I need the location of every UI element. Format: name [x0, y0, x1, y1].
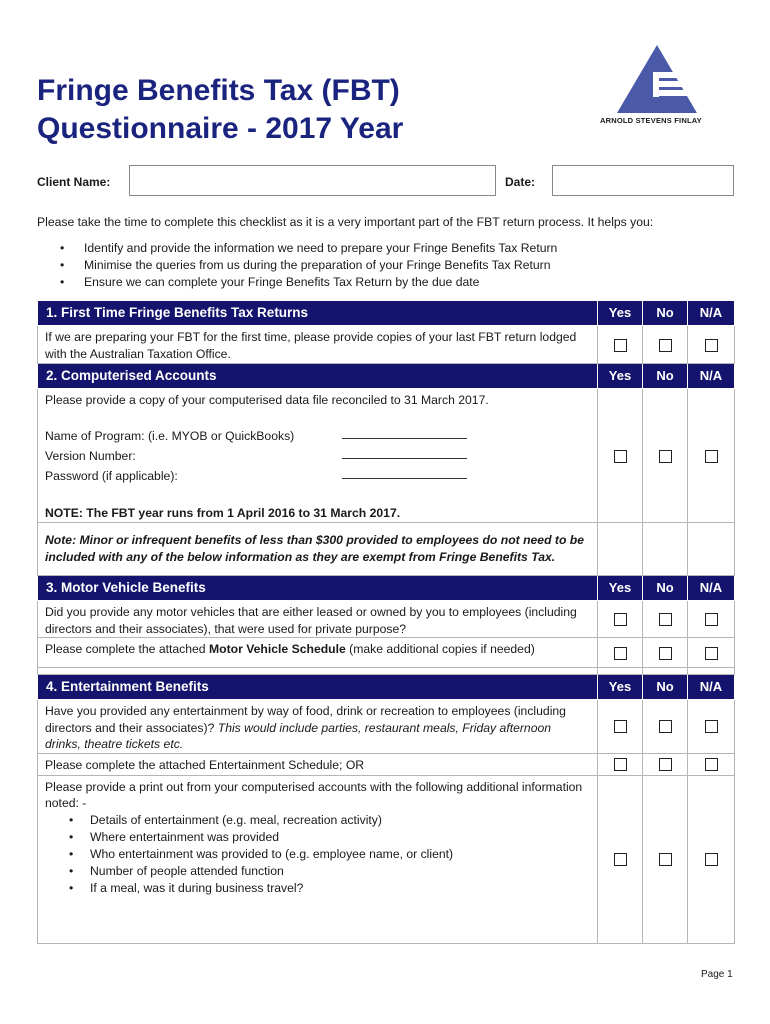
yes-checkbox[interactable]	[614, 450, 627, 463]
program-name-label: Name of Program: (i.e. MYOB or QuickBooks)	[45, 428, 295, 443]
section-title: 1. First Time Fringe Benefits Tax Returns	[38, 301, 598, 326]
client-name-label: Client Name:	[37, 175, 111, 189]
no-checkbox[interactable]	[659, 853, 672, 866]
fbt-year-note: NOTE: The FBT year runs from 1 April 2016 to 31 March 2017.	[45, 505, 401, 520]
intro-bullet: • Minimise the queries from us during the preparation of your Fringe Benefits Tax Return	[60, 257, 557, 274]
question-text: Please complete the attached	[45, 642, 209, 656]
question-row	[38, 700, 735, 754]
question-text: Please provide a copy of your computerised data file reconciled to 31 March 2017.	[45, 393, 489, 407]
version-number-label: Version Number:	[45, 448, 136, 463]
yes-checkbox[interactable]	[614, 758, 627, 771]
date-field[interactable]	[552, 165, 734, 196]
yes-column-header: Yes	[598, 675, 643, 700]
no-checkbox[interactable]	[659, 758, 672, 771]
section-header	[38, 576, 735, 601]
questionnaire-table	[37, 300, 735, 944]
section-header	[38, 301, 735, 326]
yes-column-header: Yes	[598, 301, 643, 326]
section-header	[38, 675, 735, 700]
yes-checkbox[interactable]	[614, 720, 627, 733]
question-row	[38, 638, 735, 668]
na-checkbox[interactable]	[705, 853, 718, 866]
yes-column-header: Yes	[598, 576, 643, 601]
na-checkbox[interactable]	[705, 758, 718, 771]
intro-bullets	[60, 240, 557, 291]
list-item: • Where entertainment was provided	[69, 829, 590, 846]
na-column-header: N/A	[688, 364, 735, 389]
question-text: Please complete the attached Entertainment Schedule; OR	[38, 753, 598, 775]
list-item: • If a meal, was it during business travel?	[69, 880, 590, 897]
no-column-header: No	[643, 364, 688, 389]
question-row	[38, 601, 735, 638]
no-checkbox[interactable]	[659, 450, 672, 463]
list-item: • Details of entertainment (e.g. meal, recreation activity)	[69, 812, 590, 829]
question-text: Please provide a print out from your computerised accounts with the following additional information noted: -	[45, 779, 583, 810]
program-name-line[interactable]	[342, 438, 467, 439]
minor-benefits-note: Note: Minor or infrequent benefits of less than $300 provided to employees do not need to be included with any of the below information as they are exempt from Fringe Benefits Tax.	[38, 523, 598, 576]
intro-text: Please take the time to complete this checklist as it is a very important part of the FBT return process. It helps you:	[37, 215, 654, 229]
question-text: Did you provide any motor vehicles that are either leased or owned by you to employees (including directors and their associates), that were used for private purpose?	[38, 601, 598, 638]
question-row	[38, 326, 735, 364]
na-checkbox[interactable]	[705, 613, 718, 626]
question-text-suffix: (make additional copies if needed)	[345, 642, 535, 656]
no-column-header: No	[643, 301, 688, 326]
yes-checkbox[interactable]	[614, 613, 627, 626]
question-row	[38, 753, 735, 775]
no-checkbox[interactable]	[659, 339, 672, 352]
no-checkbox[interactable]	[659, 613, 672, 626]
page-title-line-1: Fringe Benefits Tax (FBT)	[37, 74, 400, 107]
list-item: • Number of people attended function	[69, 863, 590, 880]
question-row	[38, 389, 735, 523]
na-checkbox[interactable]	[705, 647, 718, 660]
yes-checkbox[interactable]	[614, 647, 627, 660]
list-item: • Who entertainment was provided to (e.g. employee name, or client)	[69, 846, 590, 863]
password-label: Password (if applicable):	[45, 468, 178, 483]
section-header	[38, 364, 735, 389]
page-title-line-2: Questionnaire - 2017 Year	[37, 112, 404, 145]
question-row	[38, 775, 735, 943]
na-checkbox[interactable]	[705, 450, 718, 463]
section-title: 2. Computerised Accounts	[38, 364, 598, 389]
company-logo	[595, 45, 713, 127]
date-label: Date:	[505, 175, 536, 189]
na-column-header: N/A	[688, 576, 735, 601]
question-text: If we are preparing your FBT for the first time, please provide copies of your last FBT return lodged with the Australian Taxation Office.	[38, 326, 598, 364]
no-checkbox[interactable]	[659, 647, 672, 660]
section-title: 3. Motor Vehicle Benefits	[38, 576, 598, 601]
version-number-line[interactable]	[342, 458, 467, 459]
na-column-header: N/A	[688, 301, 735, 326]
note-row	[38, 523, 735, 576]
na-checkbox[interactable]	[705, 339, 718, 352]
yes-checkbox[interactable]	[614, 853, 627, 866]
no-column-header: No	[643, 675, 688, 700]
question-text: Have you provided any entertainment by way of food, drink or recreation to employees (including directors and their associates)?	[45, 704, 566, 735]
no-column-header: No	[643, 576, 688, 601]
company-name: ARNOLD STEVENS FINLAY	[600, 116, 702, 125]
yes-column-header: Yes	[598, 364, 643, 389]
na-column-header: N/A	[688, 675, 735, 700]
na-checkbox[interactable]	[705, 720, 718, 733]
required-info-list	[45, 812, 590, 897]
intro-bullet: • Identify and provide the information we need to prepare your Fringe Benefits Tax Return	[60, 240, 557, 257]
password-line[interactable]	[342, 478, 467, 479]
yes-checkbox[interactable]	[614, 339, 627, 352]
question-examples: This would include parties, restaurant meals, Friday afternoon drinks, theatre tickets etc.	[45, 720, 552, 751]
intro-bullet: • Ensure we can complete your Fringe Benefits Tax Return by the due date	[60, 274, 557, 291]
no-checkbox[interactable]	[659, 720, 672, 733]
page-number: Page 1	[701, 969, 733, 980]
section-title: 4. Entertainment Benefits	[38, 675, 598, 700]
client-name-field[interactable]	[129, 165, 496, 196]
motor-vehicle-schedule-ref: Motor Vehicle Schedule	[208, 642, 346, 656]
